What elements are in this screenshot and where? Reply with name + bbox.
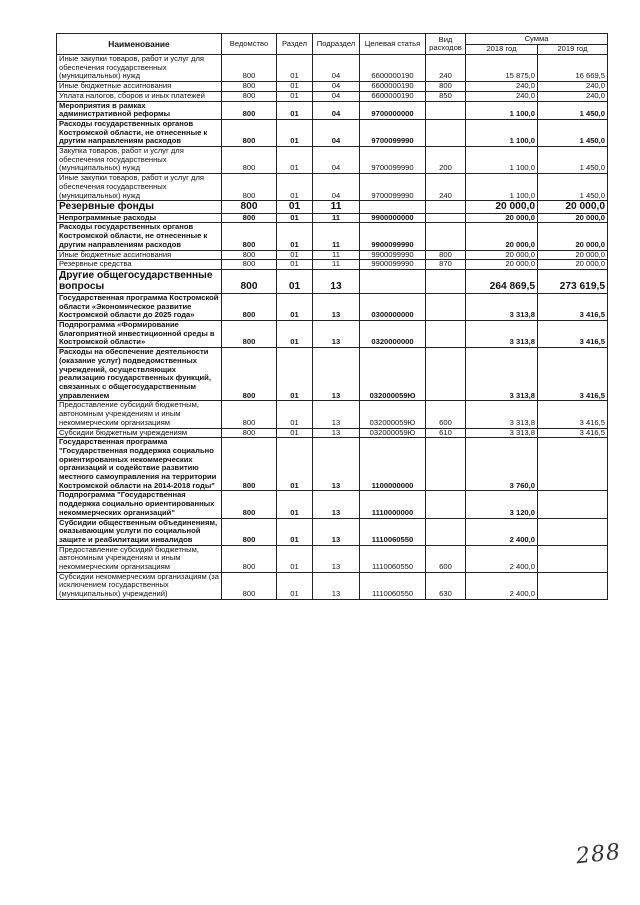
cell-sum-2018: 1 100,0 xyxy=(466,119,538,146)
table-row xyxy=(57,213,608,223)
cell-name: Подпрограмма "Государственная поддержка социально ориентированных некоммерческих организаций" xyxy=(57,491,222,518)
cell-sum-2019: 240,0 xyxy=(538,91,608,101)
cell-name: Иные бюджетные ассигнования xyxy=(57,250,222,260)
cell-sum-2019: 1 450,0 xyxy=(538,119,608,146)
cell-sum-2018: 3 313,8 xyxy=(466,428,538,438)
cell-vedomstvo: 800 xyxy=(222,545,277,572)
cell-podrazdel: 13 xyxy=(313,438,360,491)
table-row xyxy=(57,401,608,428)
cell-podrazdel: 11 xyxy=(313,223,360,250)
table-row xyxy=(57,321,608,348)
cell-target-article: 9700099990 xyxy=(360,119,426,146)
cell-vedomstvo: 800 xyxy=(222,321,277,348)
cell-target-article xyxy=(360,201,426,214)
cell-sum-2018: 20 000,0 xyxy=(466,223,538,250)
cell-podrazdel: 11 xyxy=(313,250,360,260)
cell-sum-2018: 1 100,0 xyxy=(466,147,538,174)
cell-vedomstvo: 800 xyxy=(222,82,277,92)
cell-razdel: 01 xyxy=(277,260,313,270)
cell-name: Непрограммные расходы xyxy=(57,213,222,223)
cell-razdel: 01 xyxy=(277,321,313,348)
cell-razdel: 01 xyxy=(277,55,313,82)
cell-expense-type xyxy=(426,518,466,545)
cell-target-article: 9700099990 xyxy=(360,174,426,201)
cell-target-article: 032000059Ю xyxy=(360,401,426,428)
cell-vedomstvo: 800 xyxy=(222,293,277,320)
cell-vedomstvo: 800 xyxy=(222,213,277,223)
table-row xyxy=(57,119,608,146)
cell-sum-2018: 264 869,5 xyxy=(466,269,538,293)
cell-name: Резервные фонды xyxy=(57,201,222,214)
cell-target-article: 032000059Ю xyxy=(360,348,426,401)
cell-expense-type xyxy=(426,213,466,223)
cell-podrazdel: 13 xyxy=(313,401,360,428)
cell-sum-2019: 3 416,5 xyxy=(538,293,608,320)
table-row xyxy=(57,250,608,260)
cell-sum-2019: 3 416,5 xyxy=(538,348,608,401)
table-row xyxy=(57,269,608,293)
cell-sum-2018: 2 400,0 xyxy=(466,518,538,545)
cell-razdel: 01 xyxy=(277,82,313,92)
cell-razdel: 01 xyxy=(277,428,313,438)
table-row xyxy=(57,201,608,214)
cell-target-article: 6600000190 xyxy=(360,91,426,101)
cell-podrazdel: 13 xyxy=(313,428,360,438)
header-year-2019: 2019 год xyxy=(538,45,608,55)
cell-razdel: 01 xyxy=(277,174,313,201)
cell-sum-2018: 1 100,0 xyxy=(466,101,538,119)
cell-sum-2019: 1 450,0 xyxy=(538,174,608,201)
cell-vedomstvo: 800 xyxy=(222,174,277,201)
cell-name: Расходы государственных органов Костромской области, не отнесенные к другим направлениям расходов xyxy=(57,119,222,146)
cell-expense-type: 240 xyxy=(426,55,466,82)
cell-name: Государственная программа Костромской области «Экономическое развитие Костромской области до 2025 года» xyxy=(57,293,222,320)
cell-name: Субсидии некоммерческим организациям (за исключением государственных (муниципальных) учреждений) xyxy=(57,572,222,599)
header-target-article: Целевая статья xyxy=(360,34,426,55)
cell-podrazdel: 13 xyxy=(313,545,360,572)
cell-sum-2018: 3 120,0 xyxy=(466,491,538,518)
cell-sum-2019: 1 450,0 xyxy=(538,101,608,119)
budget-table xyxy=(56,33,608,600)
cell-sum-2018: 20 000,0 xyxy=(466,260,538,270)
cell-podrazdel: 13 xyxy=(313,348,360,401)
cell-expense-type: 800 xyxy=(426,250,466,260)
table-row xyxy=(57,428,608,438)
cell-target-article: 9900000000 xyxy=(360,213,426,223)
table-row xyxy=(57,91,608,101)
cell-razdel: 01 xyxy=(277,348,313,401)
cell-razdel: 01 xyxy=(277,147,313,174)
cell-target-article: 9700099990 xyxy=(360,147,426,174)
cell-target-article: 6600000190 xyxy=(360,55,426,82)
cell-name: Закупка товаров, работ и услуг для обеспечения государственных (муниципальных) нужд xyxy=(57,147,222,174)
cell-sum-2019 xyxy=(538,572,608,599)
cell-target-article: 1110060550 xyxy=(360,518,426,545)
cell-name: Иные закупки товаров, работ и услуг для обеспечения государственных (муниципальных) нужд xyxy=(57,174,222,201)
table-row xyxy=(57,518,608,545)
cell-sum-2019: 3 416,5 xyxy=(538,321,608,348)
table-row xyxy=(57,572,608,599)
cell-expense-type: 610 xyxy=(426,428,466,438)
cell-sum-2018: 3 313,8 xyxy=(466,321,538,348)
cell-expense-type xyxy=(426,348,466,401)
cell-expense-type: 200 xyxy=(426,147,466,174)
cell-razdel: 01 xyxy=(277,250,313,260)
cell-razdel: 01 xyxy=(277,438,313,491)
header-podrazdel: Подраздел xyxy=(313,34,360,55)
cell-sum-2019 xyxy=(538,545,608,572)
cell-razdel: 01 xyxy=(277,572,313,599)
cell-sum-2018: 20 000,0 xyxy=(466,201,538,214)
cell-target-article: 1110060550 xyxy=(360,545,426,572)
table-row xyxy=(57,545,608,572)
cell-expense-type: 600 xyxy=(426,401,466,428)
cell-vedomstvo: 800 xyxy=(222,55,277,82)
cell-razdel: 01 xyxy=(277,201,313,214)
cell-sum-2019 xyxy=(538,518,608,545)
cell-name: Другие общегосударственные вопросы xyxy=(57,269,222,293)
cell-sum-2018: 20 000,0 xyxy=(466,213,538,223)
cell-sum-2018: 20 000,0 xyxy=(466,250,538,260)
cell-expense-type xyxy=(426,438,466,491)
cell-vedomstvo: 800 xyxy=(222,260,277,270)
cell-podrazdel: 04 xyxy=(313,174,360,201)
cell-name: Подпрограмма «Формирование благоприятной инвестиционной среды в Костромской области» xyxy=(57,321,222,348)
cell-sum-2018: 3 313,8 xyxy=(466,293,538,320)
table-row xyxy=(57,223,608,250)
cell-target-article: 1110060550 xyxy=(360,572,426,599)
table-row xyxy=(57,174,608,201)
cell-sum-2019: 20 000,0 xyxy=(538,260,608,270)
cell-vedomstvo: 800 xyxy=(222,348,277,401)
cell-sum-2019: 1 450,0 xyxy=(538,147,608,174)
cell-razdel: 01 xyxy=(277,545,313,572)
cell-razdel: 01 xyxy=(277,223,313,250)
cell-name: Иные закупки товаров, работ и услуг для обеспечения государственных (муниципальных) нужд xyxy=(57,55,222,82)
cell-target-article: 1110000000 xyxy=(360,491,426,518)
cell-name: Государственная программа "Государственная поддержка социально ориентированных некоммерческих организаций и содействие развитию местного самоуправления на территории Костромской области на 2014-2018 годы" xyxy=(57,438,222,491)
cell-sum-2018: 3 313,8 xyxy=(466,348,538,401)
cell-name: Уплата налогов, сборов и иных платежей xyxy=(57,91,222,101)
cell-sum-2019: 20 000,0 xyxy=(538,250,608,260)
cell-vedomstvo: 800 xyxy=(222,201,277,214)
header-sum: Сумма xyxy=(466,34,608,45)
cell-sum-2019: 240,0 xyxy=(538,82,608,92)
cell-razdel: 01 xyxy=(277,119,313,146)
cell-podrazdel: 13 xyxy=(313,491,360,518)
cell-podrazdel: 04 xyxy=(313,119,360,146)
cell-expense-type: 240 xyxy=(426,174,466,201)
cell-expense-type: 850 xyxy=(426,91,466,101)
cell-sum-2018: 3 760,0 xyxy=(466,438,538,491)
cell-razdel: 01 xyxy=(277,293,313,320)
cell-podrazdel: 04 xyxy=(313,147,360,174)
table-row xyxy=(57,438,608,491)
cell-name: Расходы государственных органов Костромской области, не отнесенные к другим направлениям расходов xyxy=(57,223,222,250)
cell-razdel: 01 xyxy=(277,269,313,293)
cell-expense-type xyxy=(426,293,466,320)
cell-vedomstvo: 800 xyxy=(222,91,277,101)
cell-sum-2018: 15 875,0 xyxy=(466,55,538,82)
header-razdel: Раздел xyxy=(277,34,313,55)
cell-vedomstvo: 800 xyxy=(222,401,277,428)
page-number-handwritten: 288 xyxy=(574,839,623,870)
table-row xyxy=(57,147,608,174)
cell-target-article xyxy=(360,269,426,293)
cell-sum-2018: 2 400,0 xyxy=(466,572,538,599)
cell-sum-2018: 1 100,0 xyxy=(466,174,538,201)
cell-name: Субсидии бюджетным учреждениям xyxy=(57,428,222,438)
cell-vedomstvo: 800 xyxy=(222,491,277,518)
cell-razdel: 01 xyxy=(277,101,313,119)
cell-sum-2019: 3 416,5 xyxy=(538,401,608,428)
cell-target-article: 0300000000 xyxy=(360,293,426,320)
cell-sum-2019: 273 619,5 xyxy=(538,269,608,293)
cell-podrazdel: 11 xyxy=(313,201,360,214)
table-row xyxy=(57,101,608,119)
table-row xyxy=(57,348,608,401)
cell-expense-type xyxy=(426,101,466,119)
cell-podrazdel: 11 xyxy=(313,260,360,270)
cell-name: Иные бюджетные ассигнования xyxy=(57,82,222,92)
cell-target-article: 9900099990 xyxy=(360,223,426,250)
cell-razdel: 01 xyxy=(277,213,313,223)
cell-name: Субсидии общественным объединениям, оказывающим услуги по социальной защите и реабилитации инвалидов xyxy=(57,518,222,545)
cell-razdel: 01 xyxy=(277,91,313,101)
cell-podrazdel: 04 xyxy=(313,55,360,82)
cell-expense-type: 630 xyxy=(426,572,466,599)
cell-podrazdel: 04 xyxy=(313,91,360,101)
cell-podrazdel: 13 xyxy=(313,269,360,293)
cell-target-article: 9900099990 xyxy=(360,260,426,270)
cell-podrazdel: 04 xyxy=(313,82,360,92)
cell-vedomstvo: 800 xyxy=(222,269,277,293)
cell-expense-type: 870 xyxy=(426,260,466,270)
cell-expense-type: 600 xyxy=(426,545,466,572)
cell-target-article: 1100000000 xyxy=(360,438,426,491)
cell-name: Расходы на обеспечение деятельности (оказание услуг) подведомственных учреждений, осуществляющих реализацию государственных функций, связанных с общегосударственным управлением xyxy=(57,348,222,401)
cell-vedomstvo: 800 xyxy=(222,101,277,119)
cell-sum-2018: 2 400,0 xyxy=(466,545,538,572)
cell-sum-2019 xyxy=(538,438,608,491)
cell-podrazdel: 13 xyxy=(313,518,360,545)
header-expense-type: Вид расходов xyxy=(426,34,466,55)
cell-target-article: 9700000000 xyxy=(360,101,426,119)
cell-podrazdel: 04 xyxy=(313,101,360,119)
cell-expense-type xyxy=(426,491,466,518)
cell-target-article: 9900099990 xyxy=(360,250,426,260)
cell-name: Предоставление субсидий бюджетным, автономным учреждениям и иным некоммерческим организациям xyxy=(57,545,222,572)
header-vedomstvo: Ведомство xyxy=(222,34,277,55)
cell-sum-2018: 3 313,8 xyxy=(466,401,538,428)
cell-podrazdel: 13 xyxy=(313,293,360,320)
cell-razdel: 01 xyxy=(277,518,313,545)
cell-vedomstvo: 800 xyxy=(222,223,277,250)
cell-sum-2018: 240,0 xyxy=(466,91,538,101)
cell-sum-2019 xyxy=(538,491,608,518)
cell-podrazdel: 11 xyxy=(313,213,360,223)
cell-sum-2019: 20 000,0 xyxy=(538,223,608,250)
table-row xyxy=(57,82,608,92)
cell-sum-2019: 3 416,5 xyxy=(538,428,608,438)
cell-vedomstvo: 800 xyxy=(222,438,277,491)
cell-target-article: 0320000000 xyxy=(360,321,426,348)
cell-name: Мероприятия в рамках административной реформы xyxy=(57,101,222,119)
table-row xyxy=(57,55,608,82)
cell-sum-2019: 20 000,0 xyxy=(538,213,608,223)
cell-target-article: 032000059Ю xyxy=(360,428,426,438)
table-row xyxy=(57,260,608,270)
cell-expense-type xyxy=(426,321,466,348)
cell-vedomstvo: 800 xyxy=(222,147,277,174)
cell-vedomstvo: 800 xyxy=(222,250,277,260)
table-body xyxy=(57,55,608,600)
cell-vedomstvo: 800 xyxy=(222,428,277,438)
table-row xyxy=(57,491,608,518)
cell-vedomstvo: 800 xyxy=(222,518,277,545)
header-name: Наименование xyxy=(57,34,222,55)
cell-target-article: 6600000190 xyxy=(360,82,426,92)
cell-expense-type xyxy=(426,223,466,250)
cell-podrazdel: 13 xyxy=(313,572,360,599)
table-row xyxy=(57,293,608,320)
cell-name: Резервные средства xyxy=(57,260,222,270)
cell-razdel: 01 xyxy=(277,401,313,428)
cell-expense-type xyxy=(426,201,466,214)
cell-sum-2018: 240,0 xyxy=(466,82,538,92)
cell-vedomstvo: 800 xyxy=(222,572,277,599)
cell-podrazdel: 13 xyxy=(313,321,360,348)
cell-expense-type: 800 xyxy=(426,82,466,92)
cell-sum-2019: 16 669,5 xyxy=(538,55,608,82)
cell-sum-2019: 20 000,0 xyxy=(538,201,608,214)
cell-razdel: 01 xyxy=(277,491,313,518)
header-year-2018: 2018 год xyxy=(466,45,538,55)
cell-expense-type xyxy=(426,119,466,146)
cell-vedomstvo: 800 xyxy=(222,119,277,146)
cell-expense-type xyxy=(426,269,466,293)
cell-name: Предоставление субсидий бюджетным, автономным учреждениям и иным некоммерческим организациям xyxy=(57,401,222,428)
